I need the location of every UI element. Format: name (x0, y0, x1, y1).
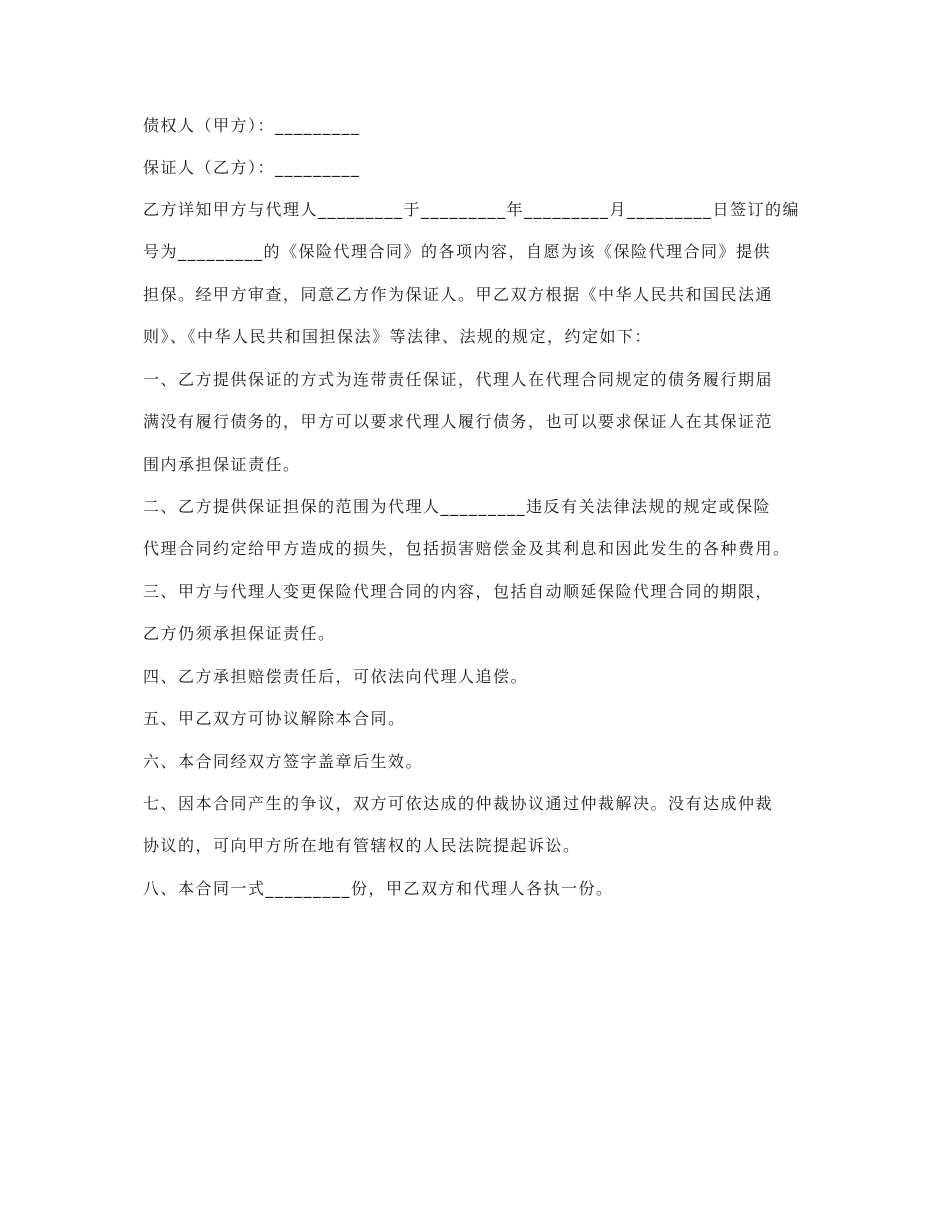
clause-3-line-1: 三、甲方与代理人变更保险代理合同的内容，包括自动顺延保险代理合同的期限， (143, 582, 774, 601)
guarantor-line: 保证人（乙方）：_________ (143, 158, 361, 177)
creditor-line: 债权人（甲方）：_________ (143, 116, 361, 135)
clause-5-line: 五、甲乙双方可协议解除本合同。 (143, 709, 406, 728)
clause-2-line-2: 代理合同约定给甲方造成的损失，包括损害赔偿金及其利息和因此发生的各种费用。 (143, 539, 791, 558)
clause-1-line-2: 满没有履行债务的，甲方可以要求代理人履行债务，也可以要求保证人在其保证范 (143, 412, 774, 431)
clause-2-line-1: 二、乙方提供保证担保的范围为代理人_________违反有关法律法规的规定或保险 (143, 497, 772, 516)
preamble-line-2: 号为_________的《保险代理合同》的各项内容，自愿为该《保险代理合同》提供 (143, 242, 772, 261)
clause-8-line: 八、本合同一式_________份，甲乙双方和代理人各执一份。 (143, 879, 614, 898)
preamble-line-1: 乙方详知甲方与代理人_________于_________年_________月_________日签订的编 (143, 200, 801, 219)
clause-1-line-3: 围内承担保证责任。 (143, 455, 301, 474)
clause-7-line-2: 协议的，可向甲方所在地有管辖权的人民法院提起诉讼。 (143, 836, 581, 855)
clause-7-line-1: 七、因本合同产生的争议，双方可依达成的仲裁协议通过仲裁解决。没有达成仲裁 (143, 794, 774, 813)
clause-1-line-1: 一、乙方提供保证的方式为连带责任保证，代理人在代理合同规定的债务履行期届 (143, 370, 774, 389)
clause-3-line-2: 乙方仍须承担保证责任。 (143, 624, 336, 643)
clause-6-line: 六、本合同经双方签字盖章后生效。 (143, 752, 424, 771)
preamble-line-3: 担保。经甲方审查，同意乙方作为保证人。甲乙双方根据《中华人民共和国民法通 (143, 285, 774, 304)
clause-4-line: 四、乙方承担赔偿责任后，可依法向代理人追偿。 (143, 667, 529, 686)
preamble-line-4: 则》、《中华人民共和国担保法》等法律、法规的规定，约定如下： (143, 327, 653, 346)
